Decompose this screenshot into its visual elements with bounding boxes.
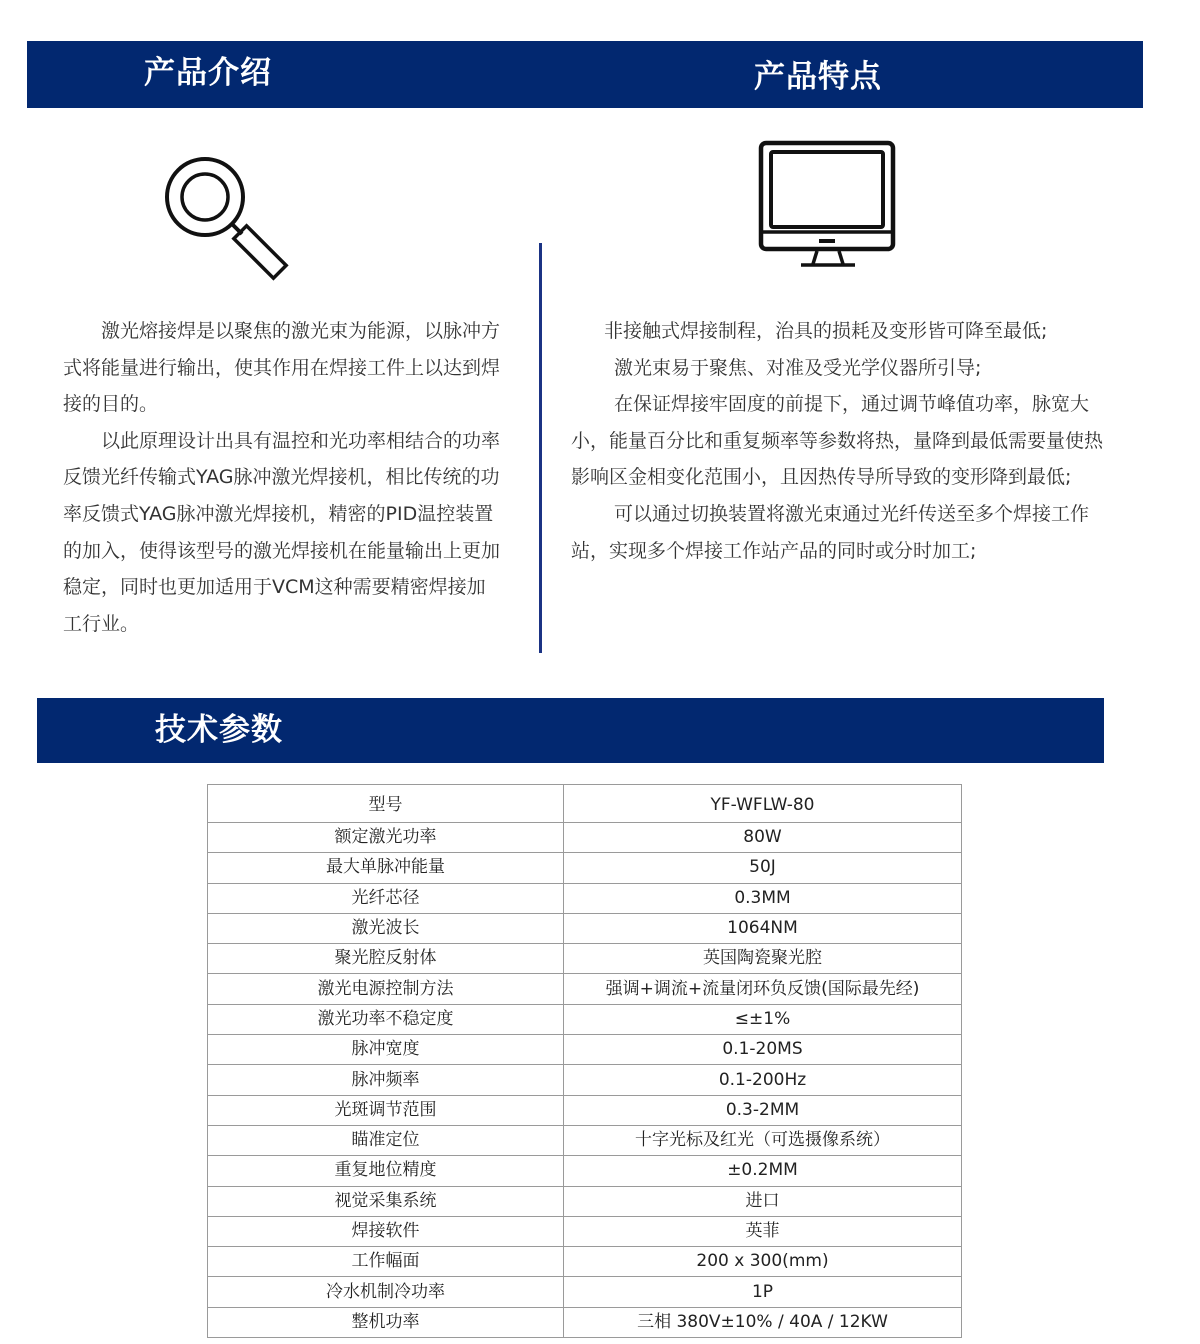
feature-item: 可以通过切换装置将激光束通过光纤传送至多个焊接工作站，实现多个焊接工作站产品的同时或分时加工; xyxy=(571,502,1090,562)
table-row xyxy=(208,1065,962,1095)
intro-paragraph: 激光熔接焊是以聚焦的激光束为能源，以脉冲方式将能量进行输出，使其作用在焊接工件上以达到焊接的目的。 xyxy=(63,320,501,416)
feature-item: 在保证焊接牢固度的前提下，通过调节峰值功率，脉宽大小，能量百分比和重复频率等参数将热，量降到最低需要量使热影响区金相变化范围小，且因热传导所导致的变形降到最低; xyxy=(571,393,1104,489)
spec-value: ±0.2MM xyxy=(564,1156,962,1186)
spec-label: 型号 xyxy=(208,785,564,823)
product-features-heading: 产品特点 xyxy=(754,59,882,95)
spec-label: 重复地位精度 xyxy=(208,1156,564,1186)
spec-label: 整机功率 xyxy=(208,1307,564,1337)
spec-label: 激光波长 xyxy=(208,913,564,943)
table-row xyxy=(208,1035,962,1065)
table-row xyxy=(208,1095,962,1125)
spec-value: 1P xyxy=(564,1277,962,1307)
table-row xyxy=(208,1216,962,1246)
feature-item: 激光束易于聚焦、对准及受光学仪器所引导; xyxy=(614,356,982,379)
spec-value: 200 x 300(mm) xyxy=(564,1247,962,1277)
magnifier-icon xyxy=(160,155,300,290)
column-divider xyxy=(539,243,542,653)
table-row xyxy=(208,1186,962,1216)
spec-value: 50J xyxy=(564,853,962,883)
spec-value: 英菲 xyxy=(564,1216,962,1246)
spec-value: 80W xyxy=(564,823,962,853)
table-row xyxy=(208,1156,962,1186)
spec-label: 光纤芯径 xyxy=(208,883,564,913)
table-row xyxy=(208,1004,962,1034)
spec-value: 0.1-200Hz xyxy=(564,1065,962,1095)
spec-value: 1064NM xyxy=(564,913,962,943)
spec-label: 光斑调节范围 xyxy=(208,1095,564,1125)
spec-value: 三相 380V±10% / 40A / 12KW xyxy=(564,1307,962,1337)
table-row xyxy=(208,974,962,1004)
spec-label: 脉冲频率 xyxy=(208,1065,564,1095)
monitor-icon xyxy=(755,138,900,268)
spec-label: 冷水机制冷功率 xyxy=(208,1277,564,1307)
spec-label: 额定激光功率 xyxy=(208,823,564,853)
table-row xyxy=(208,944,962,974)
spec-value: 进口 xyxy=(564,1186,962,1216)
intro-paragraph: 以此原理设计出具有温控和光功率相结合的功率反馈光纤传输式YAG脉冲激光焊接机，相比传统的功率反馈式YAG脉冲激光焊接机，精密的PID温控装置的加入，使得该型号的激光焊接机在能量输出上更加稳定，同时也更加适用于VCM这种需要精密焊接加工行业。 xyxy=(63,429,501,635)
spec-value: 0.1-20MS xyxy=(564,1035,962,1065)
table-row xyxy=(208,1247,962,1277)
spec-label: 工作幅面 xyxy=(208,1247,564,1277)
table-row xyxy=(208,1277,962,1307)
spec-label: 瞄准定位 xyxy=(208,1125,564,1155)
table-row xyxy=(208,883,962,913)
table-row xyxy=(208,785,962,823)
spec-value: 强调+调流+流量闭环负反馈(国际最先经) xyxy=(564,974,962,1004)
tech-specs-heading: 技术参数 xyxy=(155,712,283,748)
table-row xyxy=(208,913,962,943)
spec-label: 激光功率不稳定度 xyxy=(208,1004,564,1034)
spec-value: 英国陶瓷聚光腔 xyxy=(564,944,962,974)
product-features-text xyxy=(571,313,1111,569)
spec-section-banner xyxy=(37,698,1104,763)
spec-label: 聚光腔反射体 xyxy=(208,944,564,974)
spec-value: YF-WFLW-80 xyxy=(564,785,962,823)
spec-table xyxy=(207,784,962,1338)
spec-value: 0.3-2MM xyxy=(564,1095,962,1125)
spec-label: 脉冲宽度 xyxy=(208,1035,564,1065)
product-intro-text xyxy=(63,313,503,642)
spec-label: 最大单脉冲能量 xyxy=(208,853,564,883)
spec-label: 视觉采集系统 xyxy=(208,1186,564,1216)
table-row xyxy=(208,1307,962,1337)
top-section-banner xyxy=(27,41,1143,108)
spec-value: ≤±1% xyxy=(564,1004,962,1034)
spec-label: 焊接软件 xyxy=(208,1216,564,1246)
feature-item: 非接触式焊接制程，治具的损耗及变形皆可降至最低; xyxy=(604,320,1048,342)
spec-label: 激光电源控制方法 xyxy=(208,974,564,1004)
spec-value: 十字光标及红光（可选摄像系统） xyxy=(564,1125,962,1155)
table-row xyxy=(208,1125,962,1155)
table-row xyxy=(208,823,962,853)
table-row xyxy=(208,853,962,883)
spec-value: 0.3MM xyxy=(564,883,962,913)
product-intro-heading: 产品介绍 xyxy=(144,55,272,91)
